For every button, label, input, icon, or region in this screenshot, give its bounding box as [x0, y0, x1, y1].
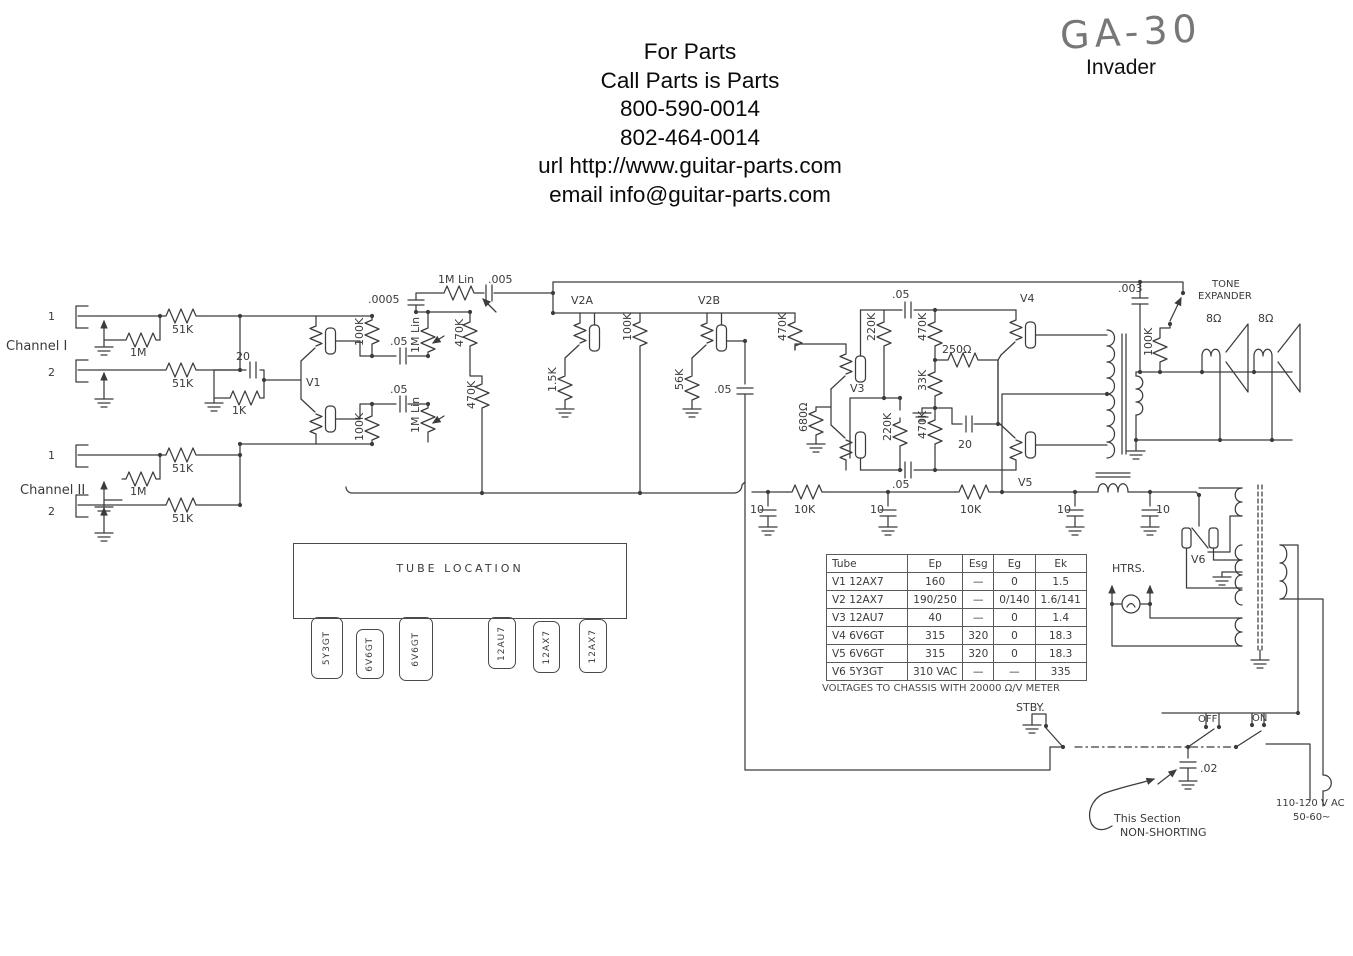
note-line-2-label: NON-SHORTING	[1120, 826, 1207, 839]
pi-grid-res-label: 470K	[776, 312, 789, 341]
heaters-label: HTRS.	[1112, 562, 1146, 575]
table-row	[827, 645, 1087, 663]
tube-location-title: TUBE LOCATION	[396, 562, 524, 575]
v1a-triode-icon	[301, 316, 336, 361]
tone-cap-2-label: .005	[488, 273, 513, 286]
socket-label: 5Y3GT	[322, 630, 332, 666]
socket-label: 6V6GT	[365, 636, 375, 672]
filter-res-2-label: 10K	[960, 503, 982, 516]
table-cell: 0	[994, 573, 1035, 591]
pt-primary-icon	[1280, 545, 1287, 599]
v3-label: V3	[850, 382, 865, 395]
table-cell: V1 12AX7	[827, 573, 908, 591]
tube-socket-6v6gt	[356, 629, 384, 679]
feedback-cap-label: .003	[1118, 282, 1143, 295]
channel-1-input-section	[76, 306, 372, 407]
speaker-1-imp-label: 8Ω	[1206, 312, 1222, 325]
standby-label: STBY.	[1016, 701, 1045, 714]
v1b-triode-icon	[301, 399, 336, 444]
tube-socket-5y3gt	[311, 617, 343, 679]
ground-icon	[1213, 572, 1231, 585]
table-cell: —	[963, 609, 994, 627]
tone-volume-section	[408, 282, 553, 493]
table-cell: 335	[1035, 663, 1086, 681]
v6-label: V6	[1191, 553, 1206, 566]
choke-icon	[1096, 473, 1130, 492]
tone-expander-switch-icon	[1170, 298, 1181, 321]
channel-2-input-section	[76, 444, 316, 541]
filter-cap-4-label: 10	[1156, 503, 1170, 516]
table-cell: —	[963, 663, 994, 681]
pt-winding-icon	[1235, 488, 1242, 516]
header-phone-1: 800-590-0014	[619, 96, 761, 121]
tone-expander-1-label: TONE	[1212, 279, 1240, 290]
switch-off-label: OFF	[1198, 714, 1218, 725]
v2a-cathode-res-label: 1.5K	[546, 367, 559, 392]
speaker-2-icon	[1254, 349, 1272, 440]
header-url: url http://www.guitar-parts.com	[538, 153, 842, 178]
table-cell: 160	[908, 573, 963, 591]
filter-res-1-label: 10K	[794, 503, 816, 516]
ground-icon	[556, 404, 574, 417]
pot-wiper-arrow-icon	[483, 299, 496, 312]
channel-1-label: Channel I	[6, 339, 68, 354]
v2-plate-res-label: 100K	[621, 312, 634, 341]
tube-voltage-table	[826, 554, 1087, 681]
ch2-mix-res-2-label: 51K	[172, 512, 194, 525]
v1-cathode-res-label: 1K	[232, 404, 247, 417]
header-phone-2: 802-464-0014	[619, 124, 761, 150]
ground-icon	[1066, 522, 1084, 535]
socket-label: 12AX7	[588, 628, 598, 664]
table-cell: V4 6V6GT	[827, 627, 908, 645]
table-col-header: Esg	[963, 555, 994, 573]
table-header-row	[827, 555, 1087, 573]
v1-label: V1	[306, 376, 321, 389]
v2a-label: V2A	[571, 294, 594, 307]
bias-res-label: 250Ω	[942, 343, 972, 356]
pi-tail-res-label: 680Ω	[797, 402, 810, 432]
table-col-header: Tube	[827, 555, 908, 573]
speaker-2-cone-icon	[1278, 324, 1300, 392]
power-supply-section	[1112, 485, 1331, 806]
coupling-cap-c-label: .05	[714, 383, 732, 396]
socket-label: 12AX7	[541, 629, 552, 665]
ground-icon	[1127, 446, 1145, 459]
component-labels	[6, 273, 1345, 839]
phase-inverter-section	[807, 302, 1016, 478]
v4-label: V4	[1020, 292, 1035, 305]
mixer-res-1-label: 470K	[453, 318, 466, 347]
output-res-label: 100K	[1142, 327, 1155, 356]
switch-section	[745, 713, 1310, 830]
v2b-cathode-res-label: 56K	[673, 368, 686, 390]
model-name: Invader	[1086, 56, 1157, 79]
v5-tube-icon	[1001, 425, 1036, 470]
table-cell: 320	[963, 645, 994, 663]
speaker-1-cone-icon	[1226, 324, 1248, 392]
switch-on-label: ON	[1252, 713, 1268, 724]
ground-icon	[807, 439, 825, 452]
v1b-plate-res-label: 100K	[353, 412, 366, 441]
header-email: email info@guitar-parts.com	[549, 181, 831, 207]
table-cell: 190/250	[908, 591, 963, 609]
table-cell: 0	[994, 627, 1035, 645]
v5-label: V5	[1018, 476, 1033, 489]
filter-cap-1-label: 10	[750, 503, 764, 516]
ch2-input-1-label: 1	[48, 449, 55, 462]
table-cell: —	[963, 573, 994, 591]
ch2-mix-res-1-label: 51K	[172, 462, 194, 475]
v1-bypass-cap-label: 20	[236, 350, 250, 363]
table-cell: V2 12AX7	[827, 591, 908, 609]
table-row	[827, 609, 1087, 627]
coupling-cap-b-label: .05	[390, 383, 408, 396]
table-cell: 320	[963, 627, 994, 645]
table-row	[827, 573, 1087, 591]
coupling-cap-a-label: .05	[390, 335, 408, 348]
ground-icon	[95, 394, 113, 407]
ground-icon	[95, 528, 113, 541]
tube-socket-12au7	[488, 617, 516, 669]
table-cell: 0	[994, 645, 1035, 663]
table-footnote: VOLTAGES TO CHASSIS WITH 20000 Ω/V METER	[822, 683, 1060, 694]
fuse-icon	[1323, 775, 1331, 791]
volume-pot-2-label: 1M Lin	[409, 396, 422, 433]
note-line-1-label: This Section	[1114, 812, 1181, 825]
table-row	[827, 663, 1087, 681]
table-cell: 1.6/141	[1035, 591, 1086, 609]
table-cell: —	[994, 663, 1035, 681]
table-row	[827, 627, 1087, 645]
v6-plate-icon	[1209, 528, 1218, 548]
divider-res-1-label: 470K	[916, 312, 929, 341]
ch1-input-1-label: 1	[48, 310, 55, 323]
ac-line-2-label: 50-60~	[1293, 812, 1331, 823]
v6-plate-icon	[1182, 528, 1191, 548]
tone-expander-2-label: EXPANDER	[1198, 291, 1252, 302]
ground-icon	[879, 522, 897, 535]
pt-hv-winding-icon	[1235, 545, 1242, 605]
tube-socket-12ax7	[533, 621, 560, 673]
filter-cap-2-label: 10	[870, 503, 884, 516]
table-row	[827, 591, 1087, 609]
filter-cap-3-label: 10	[1057, 503, 1071, 516]
table-cell: 310 VAC	[908, 663, 963, 681]
switch-arm-icon	[1046, 728, 1261, 747]
ch1-grid-res-label: 1M	[130, 346, 147, 359]
ch1-mix-res-2-label: 51K	[172, 377, 194, 390]
divider-res-3-label: 470K	[916, 410, 929, 439]
tone-pot-label: 1M Lin	[438, 273, 475, 286]
mixer-res-2-label: 470K	[465, 380, 478, 409]
table-cell: 18.3	[1035, 645, 1086, 663]
model-title: GA-30	[1058, 6, 1203, 58]
header-line-1: For Parts	[643, 39, 737, 64]
output-transformer-secondary-icon	[1136, 376, 1143, 415]
tone-cap-1-label: .0005	[368, 293, 400, 306]
ground-icon	[205, 398, 223, 411]
table-cell: 40	[908, 609, 963, 627]
tube-socket-12ax7	[579, 619, 607, 673]
table-cell: 315	[908, 645, 963, 663]
table-cell: V5 6V6GT	[827, 645, 908, 663]
speaker-1-icon	[1202, 349, 1220, 440]
ground-icon	[1179, 776, 1197, 789]
ch1-input-2-label: 2	[48, 366, 55, 379]
volume-pot-1-label: 1M Lin	[409, 316, 422, 353]
table-cell: 1.4	[1035, 609, 1086, 627]
ground-icon	[759, 522, 777, 535]
table-cell: 18.3	[1035, 627, 1086, 645]
v2-stage-section	[346, 313, 846, 770]
tube-socket-6v6gt	[399, 617, 433, 681]
ch2-grid-res-label: 1M	[130, 485, 147, 498]
bias-cap-label: 20	[958, 438, 972, 451]
table-col-header: Ep	[908, 555, 963, 573]
table-cell: 0	[994, 609, 1035, 627]
ch2-input-2-label: 2	[48, 505, 55, 518]
v2b-label: V2B	[698, 294, 721, 307]
table-cell: —	[963, 591, 994, 609]
v1a-plate-res-label: 100K	[353, 317, 366, 346]
pi-plate-res-2-label: 220K	[881, 412, 894, 441]
ground-icon	[95, 342, 113, 355]
header-line-2: Call Parts is Parts	[600, 67, 780, 93]
speaker-2-imp-label: 8Ω	[1258, 312, 1274, 325]
channel-2-label: Channel II	[20, 483, 86, 498]
ground-icon	[683, 404, 701, 417]
ch1-mix-res-1-label: 51K	[172, 323, 194, 336]
table-col-header: Ek	[1035, 555, 1086, 573]
coupling-cap-e-label: .05	[892, 478, 910, 491]
ground-icon	[1141, 522, 1159, 535]
divider-res-2-label: 33K	[916, 369, 929, 391]
pt-heater-winding-icon	[1235, 618, 1242, 646]
ground-icon	[1251, 655, 1269, 668]
table-cell: 0/140	[994, 591, 1035, 609]
tube-location-box	[293, 543, 627, 619]
table-cell: V3 12AU7	[827, 609, 908, 627]
coupling-cap-d-label: .05	[892, 288, 910, 301]
socket-label: 12AU7	[497, 625, 507, 661]
line-cap-label: .02	[1200, 762, 1218, 775]
socket-label: 6V6GT	[411, 631, 421, 667]
table-cell: 1.5	[1035, 573, 1086, 591]
table-cell: V6 5Y3GT	[827, 663, 908, 681]
v4-tube-icon	[1001, 310, 1036, 355]
pi-plate-res-1-label: 220K	[865, 312, 878, 341]
table-cell: 315	[908, 627, 963, 645]
ground-icon	[1023, 720, 1041, 733]
ac-line-1-label: 110-120 V AC	[1276, 798, 1345, 809]
table-col-header: Eg	[994, 555, 1035, 573]
